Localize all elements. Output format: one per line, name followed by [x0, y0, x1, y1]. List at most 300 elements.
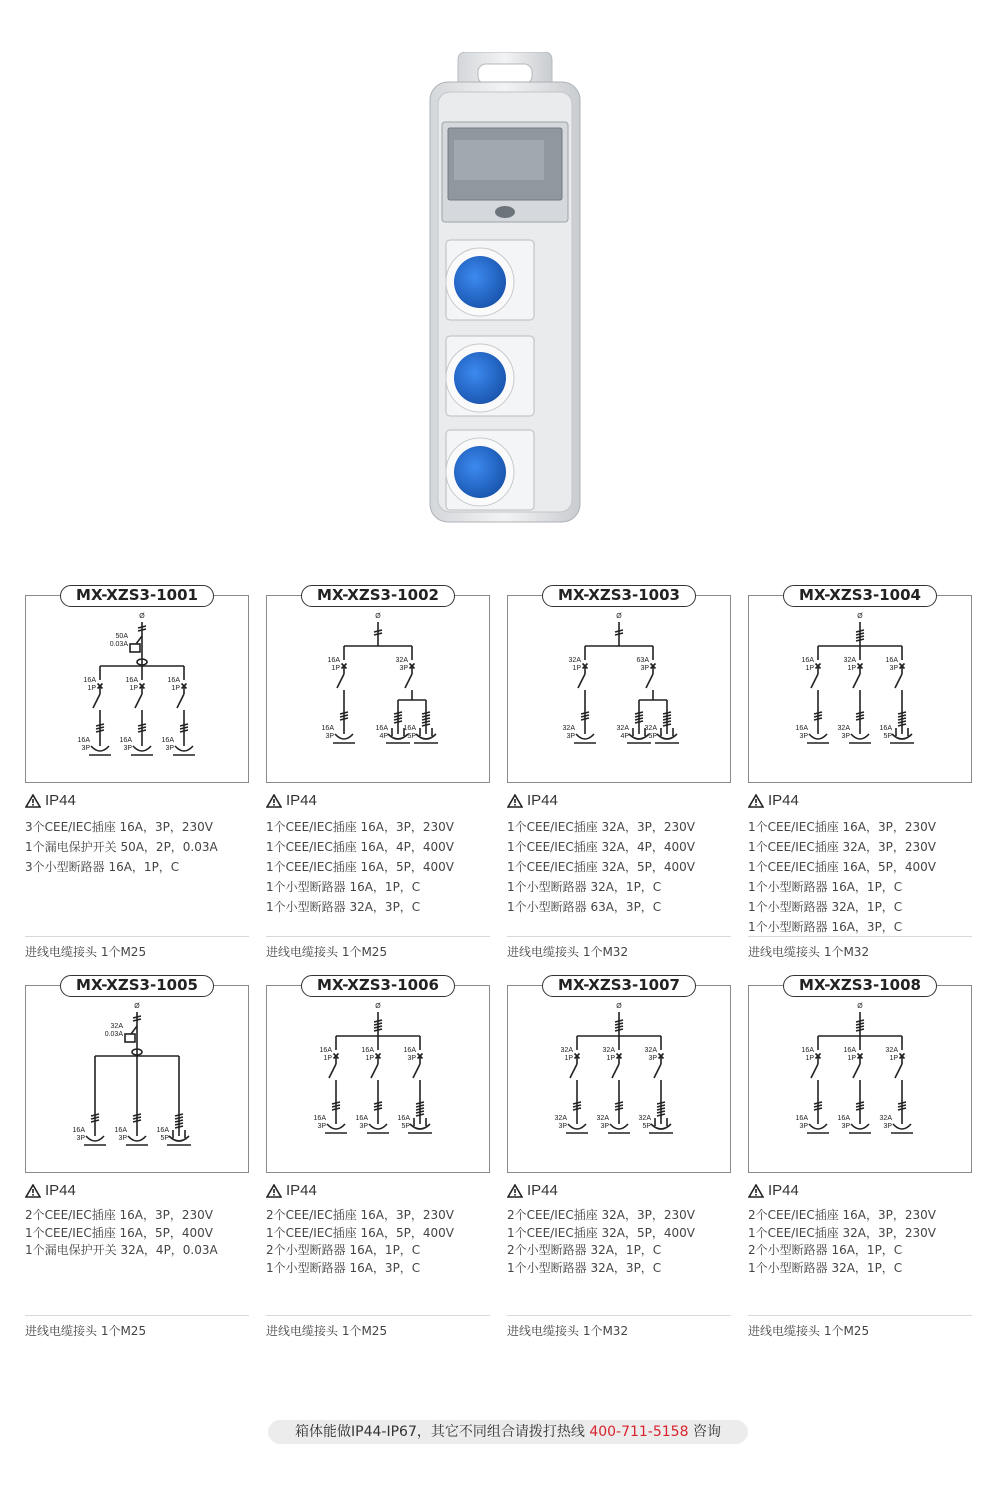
model-card [507, 977, 731, 1347]
rcd-switch [136, 636, 142, 644]
socket-poles-label: 4P [379, 733, 388, 740]
contact-tick [138, 629, 146, 631]
rcd-rating-label: 32A [110, 1023, 123, 1030]
breaker-rating-label: 16A [801, 657, 814, 664]
divider [748, 936, 972, 937]
circuit-diagram [267, 596, 489, 782]
socket-rating-label: 16A [313, 1115, 326, 1122]
contact-tick [96, 724, 104, 726]
socket-poles-label: 3P [841, 1123, 850, 1130]
breaker-poles-label: 1P [129, 685, 138, 692]
cable-gland-spec: 进线电缆接头 1个M32 [507, 945, 629, 959]
circuit-lines [78, 613, 195, 755]
contact-tick [856, 712, 864, 714]
socket-rating-label: 16A [77, 737, 90, 744]
breaker-poles-label: 3P [407, 1055, 416, 1062]
contact-tick [91, 1117, 99, 1119]
breaker-poles-label: 1P [572, 665, 581, 672]
spec-item: 2个小型断路器 32A，1P，C [507, 1243, 662, 1257]
breaker-switch [177, 694, 184, 708]
contact-tick [856, 1108, 864, 1110]
contact-tick [663, 715, 671, 717]
hotline-banner [268, 1420, 748, 1444]
socket-rating-label: 16A [321, 725, 334, 732]
socket-poles-label: 4P [620, 733, 629, 740]
circuit-diagram [267, 986, 489, 1172]
socket-symbol [807, 734, 829, 743]
divider [266, 936, 490, 937]
spec-item: 1个漏电保护开关 50A，2P，0.03A [25, 840, 218, 854]
cable-gland-spec: 进线电缆接头 1个M25 [266, 1324, 388, 1338]
contact-tick [416, 1108, 424, 1110]
socket-poles-label: 3P [600, 1123, 609, 1130]
breaker-rating-label: 16A [801, 1047, 814, 1054]
socket-rating-label: 32A [554, 1115, 567, 1122]
model-title: MX-XZS3-1006 [301, 975, 455, 997]
contact-tick [898, 718, 906, 720]
socket-poles-label: 3P [883, 1123, 892, 1130]
contact-tick [374, 1105, 382, 1107]
socket-poles-label: 3P [566, 733, 575, 740]
socket-rating-label: 16A [837, 1115, 850, 1122]
contact-tick [374, 1026, 382, 1028]
breaker-rating-label: 16A [361, 1047, 374, 1054]
contact-tick [657, 1105, 665, 1107]
divider [507, 936, 731, 937]
rcd-sensitivity-label: 0.03A [109, 641, 128, 648]
socket-poles-label: 3P [799, 1123, 808, 1130]
circuit-diagram [749, 596, 971, 782]
breaker-rating-label: 32A [568, 657, 581, 664]
socket-rating-label: 16A [355, 1115, 368, 1122]
breaker-rating-label: 16A [403, 1047, 416, 1054]
socket-rating-label: 32A [837, 725, 850, 732]
model-title: MX-XZS3-1008 [783, 975, 937, 997]
spec-item: 1个小型断路器 32A，3P，C [266, 900, 421, 914]
breaker-rating-label: 16A [319, 1047, 332, 1054]
spec-item: 1个CEE/IEC插座 16A，5P，400V [266, 1225, 454, 1240]
breaker-rating-label: 16A [125, 677, 138, 684]
spec-list [507, 817, 695, 917]
contact-tick [374, 1023, 382, 1025]
socket-poles-label: 5P [401, 1123, 410, 1130]
breaker-switch [570, 1064, 577, 1078]
breaker-poles-label: 1P [171, 685, 180, 692]
breaker-switch [413, 1064, 420, 1078]
socket-poles-label: 5P [883, 733, 892, 740]
contact-tick [635, 718, 643, 720]
contact-tick [898, 715, 906, 717]
contact-tick [175, 1120, 183, 1122]
spec-list [266, 1207, 454, 1277]
spec-list [25, 817, 218, 877]
breaker-poles-label: 1P [331, 665, 340, 672]
breaker-switch [654, 1064, 661, 1078]
socket-poles-label: 5P [642, 1123, 651, 1130]
model-title: MX-XZS3-1005 [60, 975, 214, 997]
breaker-switch [329, 1064, 336, 1078]
warning-triangle-icon [507, 794, 523, 808]
breaker-poles-label: 3P [399, 665, 408, 672]
spec-item: 2个小型断路器 16A，1P，C [266, 1243, 421, 1257]
contact-tick [615, 630, 623, 632]
contact-tick [332, 1105, 340, 1107]
socket-symbol [325, 1124, 347, 1133]
ip-rating-text: IP44 [768, 1182, 799, 1199]
contact-tick [374, 630, 382, 632]
socket-rating-label: 32A [638, 1115, 651, 1122]
spec-item: 1个CEE/IEC插座 32A，5P，400V [507, 1225, 695, 1240]
contact-tick [374, 1029, 382, 1031]
model-title: MX-XZS3-1001 [60, 585, 214, 607]
contact-tick [657, 1111, 665, 1113]
spec-item: 1个CEE/IEC插座 16A，3P，230V [266, 820, 454, 834]
socket-poles-label: 3P [123, 745, 132, 752]
cable-gland-spec: 进线电缆接头 1个M32 [507, 1324, 629, 1338]
warning-triangle-icon [25, 794, 41, 808]
contact-tick [663, 718, 671, 720]
model-card [25, 587, 249, 957]
warning-triangle-icon [266, 1184, 282, 1198]
socket-symbol [367, 1124, 389, 1133]
socket-rating-label: 16A [795, 1115, 808, 1122]
breaker-poles-label: 1P [365, 1055, 374, 1062]
circuit-lines [555, 1003, 673, 1133]
breaker-poles-label: 1P [847, 665, 856, 672]
socket-rating-label: 16A [156, 1127, 169, 1134]
contact-tick [573, 1108, 581, 1110]
contact-tick [96, 727, 104, 729]
contact-tick [856, 715, 864, 717]
socket-symbol [333, 734, 355, 743]
ip-rating-text: IP44 [527, 1182, 558, 1199]
contact-tick [856, 1026, 864, 1028]
contact-tick [573, 1102, 581, 1104]
socket-symbol [566, 1124, 588, 1133]
contact-tick [814, 712, 822, 714]
contact-tick [856, 1023, 864, 1025]
breaker-switch [135, 694, 142, 708]
circuit-lines [322, 613, 438, 743]
socket-poles-label: 3P [359, 1123, 368, 1130]
wiring-diagram [25, 985, 249, 1173]
contact-tick [615, 1023, 623, 1025]
circuit-lines [563, 613, 679, 743]
model-title: MX-XZS3-1007 [542, 975, 696, 997]
spec-list [748, 1207, 936, 1277]
breaker-poles-label: 3P [889, 665, 898, 672]
breaker-poles-label: 1P [87, 685, 96, 692]
socket-poles-label: 3P [841, 733, 850, 740]
contact-tick [416, 1102, 424, 1104]
model-card [507, 587, 731, 957]
socket-poles-label: 5P [648, 733, 657, 740]
spec-item: 1个小型断路器 63A，3P，C [507, 900, 662, 914]
spec-item: 1个小型断路器 32A，1P，C [748, 900, 903, 914]
socket-poles-label: 5P [407, 733, 416, 740]
contact-tick [615, 1029, 623, 1031]
supply-symbol: Ø [616, 613, 622, 620]
contact-tick [133, 1016, 141, 1018]
contact-tick [394, 718, 402, 720]
socket-poles-label: 3P [799, 733, 808, 740]
circuit-lines [796, 613, 914, 743]
contact-tick [374, 1108, 382, 1110]
contact-tick [898, 721, 906, 723]
spec-item: 1个小型断路器 16A，1P，C [748, 880, 903, 894]
breaker-rating-label: 16A [83, 677, 96, 684]
spec-item: 1个CEE/IEC插座 32A，3P，230V [748, 1225, 936, 1240]
hotline-number[interactable]: 400-711-5158 [589, 1424, 689, 1440]
contact-tick [138, 724, 146, 726]
spec-item: 1个CEE/IEC插座 16A，3P，230V [748, 820, 936, 834]
circuit-diagram [508, 986, 730, 1172]
socket-symbol [608, 1124, 630, 1133]
socket-symbol [574, 734, 596, 743]
breaker-poles-label: 3P [640, 665, 649, 672]
contact-tick [573, 1105, 581, 1107]
contact-tick [657, 1102, 665, 1104]
contact-tick [416, 1105, 424, 1107]
supply-symbol: Ø [139, 613, 145, 620]
contact-tick [898, 1108, 906, 1110]
contact-tick [615, 1026, 623, 1028]
breaker-rating-label: 32A [885, 1047, 898, 1054]
contact-tick [814, 1105, 822, 1107]
spec-item: 3个小型断路器 16A，1P，C [25, 860, 180, 874]
contact-tick [340, 715, 348, 717]
ip-rating [507, 792, 558, 809]
contact-tick [133, 1120, 141, 1122]
spec-item: 2个CEE/IEC插座 16A，3P，230V [25, 1208, 213, 1222]
socket-rating-label: 16A [114, 1127, 127, 1134]
spec-item: 2个CEE/IEC插座 32A，3P，230V [507, 1208, 695, 1222]
contact-tick [175, 1117, 183, 1119]
wiring-diagram [25, 595, 249, 783]
contact-tick [814, 1108, 822, 1110]
ip-rating [748, 1182, 799, 1199]
warning-triangle-icon [507, 1184, 523, 1198]
ip-rating [25, 1182, 76, 1199]
warning-triangle-icon [266, 794, 282, 808]
ip-rating [266, 1182, 317, 1199]
spec-item: 1个小型断路器 16A，1P，C [266, 880, 421, 894]
breaker-switch [853, 674, 860, 688]
ip-rating [25, 792, 76, 809]
footer-suffix: 咨询 [688, 1424, 721, 1440]
warning-triangle-icon [748, 794, 764, 808]
rcd-test-box [130, 644, 140, 652]
spec-item: 1个CEE/IEC插座 16A，5P，400V [266, 860, 454, 874]
breaker-switch [93, 694, 100, 708]
contact-tick [615, 633, 623, 635]
contact-tick [175, 1114, 183, 1116]
contact-tick [332, 1108, 340, 1110]
socket-rating-label: 16A [375, 725, 388, 732]
ip-rating-text: IP44 [768, 792, 799, 809]
breaker-rating-label: 16A [167, 677, 180, 684]
socket-poles-label: 3P [317, 1123, 326, 1130]
socket-symbol [131, 746, 153, 755]
contact-tick [180, 730, 188, 732]
socket-rating-label: 32A [596, 1115, 609, 1122]
contact-tick [133, 1117, 141, 1119]
spec-item: 1个CEE/IEC插座 16A，4P，400V [266, 840, 454, 854]
circuit-lines [796, 1003, 913, 1133]
cable-gland-spec: 进线电缆接头 1个M25 [266, 945, 388, 959]
wiring-diagram [266, 595, 490, 783]
divider [25, 1315, 249, 1316]
spec-item: 3个CEE/IEC插座 16A，3P，230V [25, 820, 213, 834]
spec-item: 1个CEE/IEC插座 16A，5P，400V [25, 1225, 213, 1240]
ip-rating-text: IP44 [286, 792, 317, 809]
model-card [748, 587, 972, 957]
socket-symbol [849, 1124, 871, 1133]
spec-item: 1个小型断路器 32A，3P，C [507, 1260, 662, 1275]
breaker-poles-label: 1P [606, 1055, 615, 1062]
contact-tick [898, 712, 906, 714]
contact-tick [138, 727, 146, 729]
socket-poles-label: 3P [81, 745, 90, 752]
contact-tick [91, 1114, 99, 1116]
breaker-switch [811, 1064, 818, 1078]
breaker-rating-label: 16A [327, 657, 340, 664]
ip-rating [507, 1182, 558, 1199]
circuit-lines [73, 1003, 191, 1145]
circuit-diagram [749, 986, 971, 1172]
model-card [266, 587, 490, 957]
contact-tick [657, 1114, 665, 1116]
spec-list [266, 817, 454, 917]
contact-tick [394, 721, 402, 723]
supply-symbol: Ø [857, 613, 863, 620]
contact-tick [635, 721, 643, 723]
spec-item: 1个小型断路器 16A，3P，C [748, 920, 903, 934]
model-card [25, 977, 249, 1347]
rcd-test-box [125, 1034, 135, 1042]
distribution-box-product-image [420, 52, 590, 532]
supply-symbol: Ø [857, 1003, 863, 1010]
contact-tick [416, 1111, 424, 1113]
socket-symbol [84, 1136, 106, 1145]
spec-item: 1个小型断路器 16A，3P，C [266, 1260, 421, 1275]
contact-tick [91, 1120, 99, 1122]
contact-tick [374, 633, 382, 635]
breaker-rating-label: 63A [636, 657, 649, 664]
contact-tick [856, 630, 864, 632]
breaker-switch [578, 674, 585, 688]
contact-tick [814, 1102, 822, 1104]
circuit-lines [314, 1003, 432, 1133]
contact-tick [96, 730, 104, 732]
breaker-rating-label: 16A [843, 1047, 856, 1054]
circuit-diagram [26, 596, 248, 782]
circuit-diagram [508, 596, 730, 782]
socket-symbol [126, 1136, 148, 1145]
divider [748, 1315, 972, 1316]
contact-tick [581, 712, 589, 714]
contact-tick [374, 1020, 382, 1022]
contact-tick [416, 1114, 424, 1116]
divider [507, 1315, 731, 1316]
ip-rating-text: IP44 [527, 792, 558, 809]
spec-item: 2个小型断路器 16A，1P，C [748, 1243, 903, 1257]
ip-rating [748, 792, 799, 809]
contact-tick [615, 1108, 623, 1110]
socket-rating-label: 32A [616, 725, 629, 732]
contact-tick [856, 1020, 864, 1022]
model-card [266, 977, 490, 1347]
socket-rating-label: 16A [119, 737, 132, 744]
socket-poles-label: 3P [76, 1135, 85, 1142]
contact-tick [138, 730, 146, 732]
socket-poles-label: 3P [325, 733, 334, 740]
contact-tick [340, 712, 348, 714]
socket-poles-label: 3P [558, 1123, 567, 1130]
breaker-switch [895, 674, 902, 688]
cable-gland-spec: 进线电缆接头 1个M25 [25, 1324, 147, 1338]
socket-symbol [89, 746, 111, 755]
contact-tick [856, 639, 864, 641]
contact-tick [898, 1102, 906, 1104]
breaker-poles-label: 1P [323, 1055, 332, 1062]
wiring-diagram [266, 985, 490, 1173]
breaker-switch [853, 1064, 860, 1078]
contact-tick [856, 718, 864, 720]
contact-tick [374, 1102, 382, 1104]
breaker-rating-label: 32A [843, 657, 856, 664]
breaker-switch [337, 674, 344, 688]
contact-tick [180, 724, 188, 726]
contact-tick [332, 1102, 340, 1104]
breaker-poles-label: 3P [648, 1055, 657, 1062]
contact-tick [175, 1126, 183, 1128]
contact-tick [394, 712, 402, 714]
contact-tick [663, 724, 671, 726]
circuit-diagram [26, 986, 248, 1172]
ip-rating-text: IP44 [45, 792, 76, 809]
contact-tick [814, 715, 822, 717]
socket-rating-label: 32A [644, 725, 657, 732]
cable-gland-spec: 进线电缆接头 1个M25 [25, 945, 147, 959]
socket-2 [446, 336, 534, 416]
breaker-rating-label: 32A [644, 1047, 657, 1054]
contact-tick [615, 1105, 623, 1107]
socket-symbol [173, 746, 195, 755]
contact-tick [657, 1108, 665, 1110]
spec-item: 1个CEE/IEC插座 32A，3P，230V [507, 820, 695, 834]
socket-rating-label: 16A [403, 725, 416, 732]
socket-poles-label: 3P [118, 1135, 127, 1142]
rcd-rating-label: 50A [115, 633, 128, 640]
breaker-rating-label: 32A [395, 657, 408, 664]
spec-item: 2个CEE/IEC插座 16A，3P，230V [748, 1208, 936, 1222]
socket-rating-label: 16A [397, 1115, 410, 1122]
spec-item: 2个CEE/IEC插座 16A，3P，230V [266, 1208, 454, 1222]
rcd-switch [131, 1026, 137, 1034]
contact-tick [175, 1123, 183, 1125]
divider [266, 1315, 490, 1316]
contact-tick [581, 718, 589, 720]
socket-rating-label: 16A [795, 725, 808, 732]
spec-item: 1个小型断路器 32A，1P，C [507, 880, 662, 894]
breaker-poles-label: 1P [805, 1055, 814, 1062]
contact-tick [856, 633, 864, 635]
contact-tick [663, 712, 671, 714]
contact-tick [340, 718, 348, 720]
contact-tick [663, 721, 671, 723]
spec-list [748, 817, 936, 937]
